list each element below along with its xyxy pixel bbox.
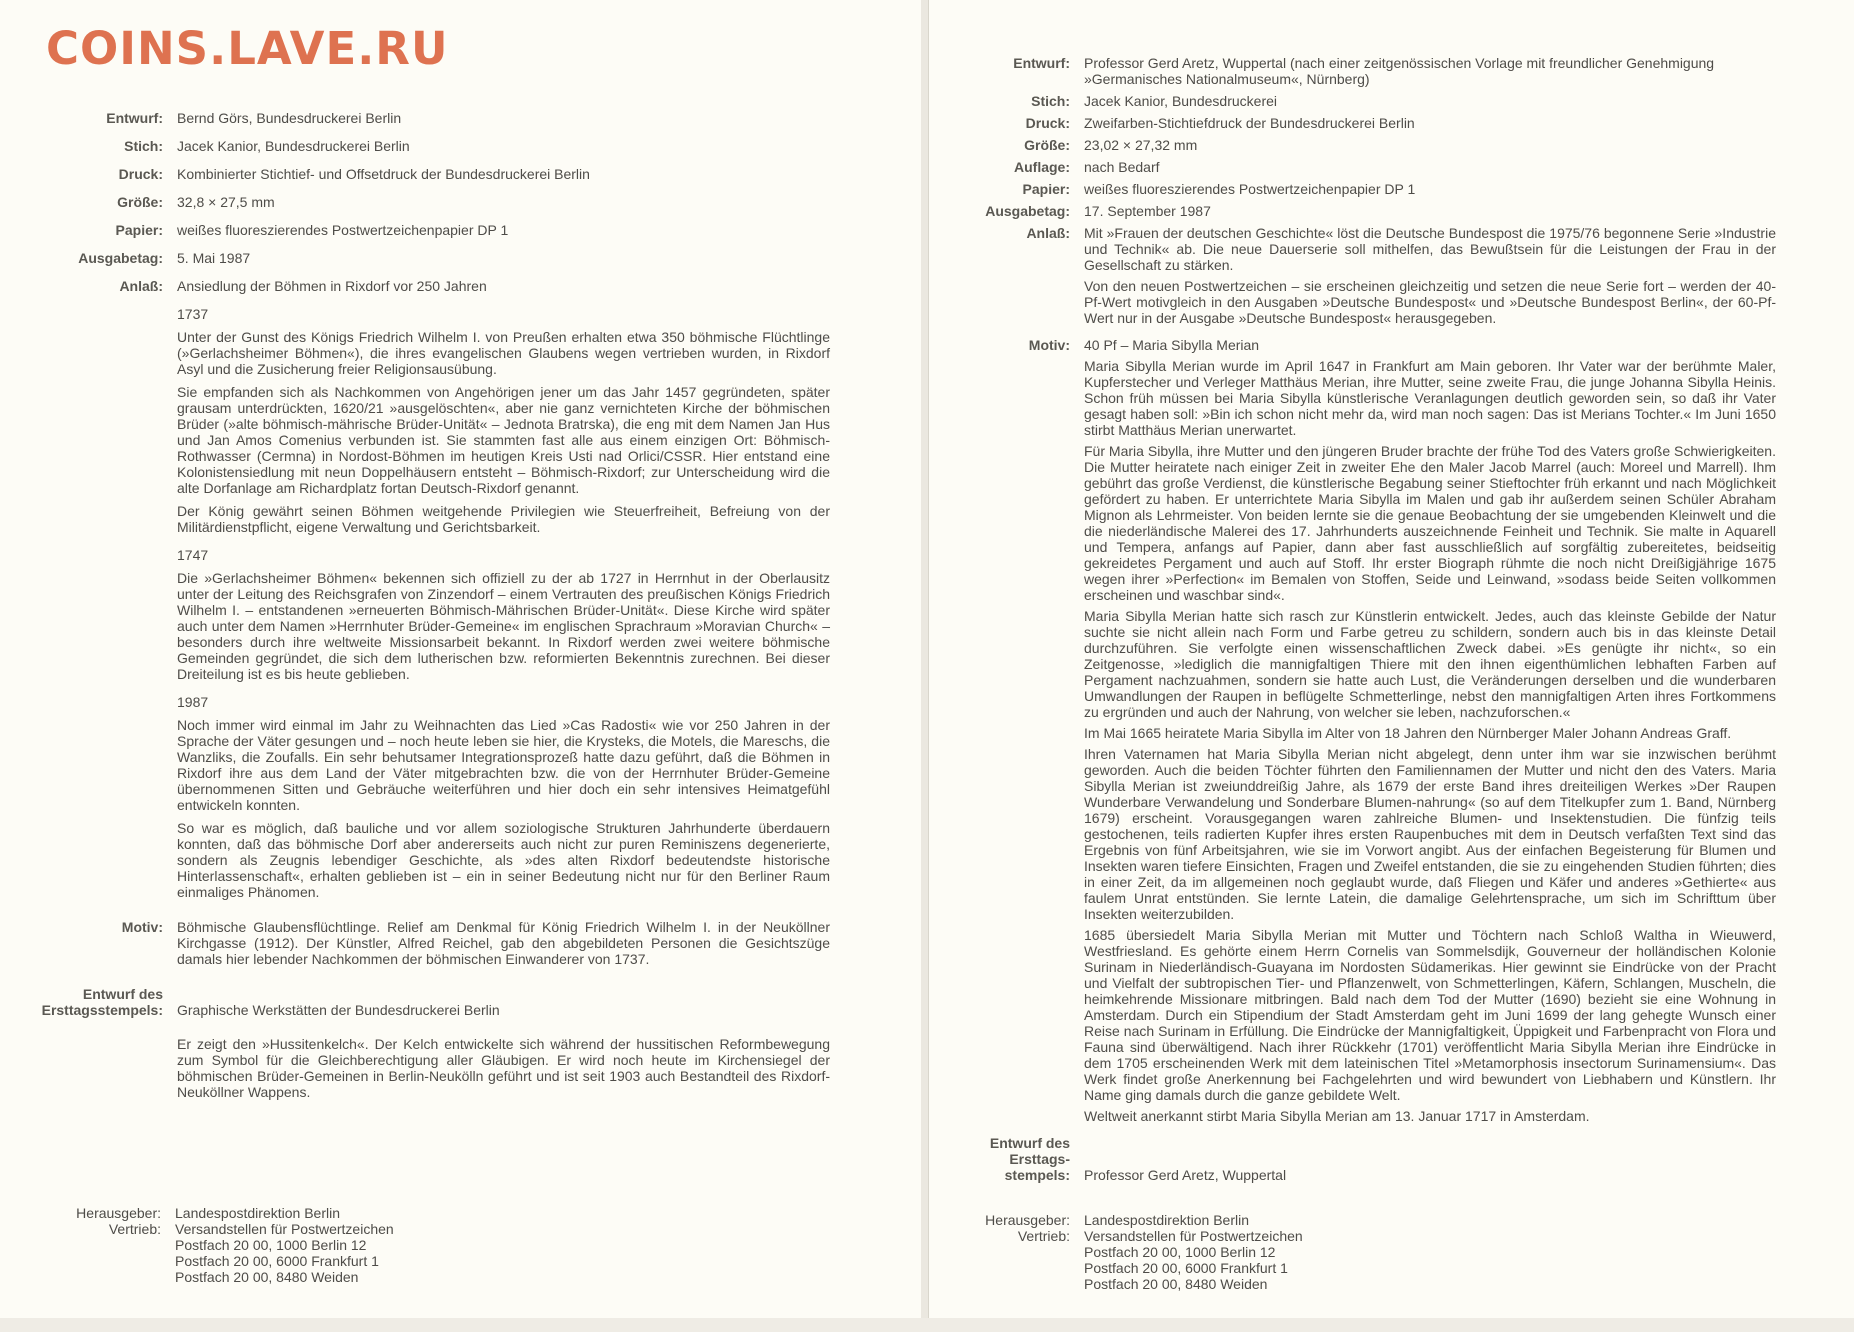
- distribution-label: Vertrieb:: [1017, 1228, 1070, 1244]
- field-value: [177, 919, 830, 974]
- field-groesse: [0, 194, 830, 210]
- field-label: Ausgabetag:: [985, 203, 1070, 219]
- field-value: nach Bedarf: [1084, 159, 1160, 175]
- field-ersttagsstempel: [0, 986, 830, 1107]
- field-label: Stich:: [124, 138, 163, 154]
- field-stich: [0, 138, 830, 154]
- distribution-value: [175, 1221, 700, 1285]
- field-value: [177, 986, 830, 1107]
- field-anlass: [0, 278, 830, 907]
- distribution-row: [0, 1221, 700, 1285]
- field-label: Auflage:: [1014, 159, 1070, 175]
- right-stamp-details: [928, 55, 1776, 1194]
- history-paragraph: Sie empfanden sich als Nachkommen von Angehörigen jener um das Jahr 1457 gegründeten, später grausam unterdrückten, 1620/21 »ausgelöschten«, aber nie ganz vernichteten Kirche der böhmischen Brüder (»alte böhmisch-mährische Brüder-Unität« – Jednota Bratrska), die eng mit dem Namen Jan Hus und Jan Amos Comenius verbunden ist. Sie stammten fast alle aus einem einzigen Ort: Böhmisch-Rothwasser (Cermna) in Nordost-Böhmen im heutigen Kreis Usti nad Orlici/CSSR. Hier entstand eine Kolonistensiedlung mit neun Doppelhäusern entsteht – Böhmisch-Rixdorf; zur Unterscheidung wird die alte Dorfanlage am Richardplatz fortan Deutsch-Rixdorf genannt.: [177, 384, 830, 496]
- field-value: Kombinierter Stichtief- und Offsetdruck der Bundesdruckerei Berlin: [177, 166, 590, 182]
- field-value: weißes fluoreszierendes Postwertzeichenpapier DP 1: [177, 222, 509, 238]
- field-label: Papier:: [1022, 181, 1070, 197]
- publisher-row: [0, 1205, 700, 1221]
- left-publisher-block: [0, 1205, 700, 1285]
- motiv-text: Böhmische Glaubensflüchtlinge. Relief am Denkmal für König Friedrich Wilhelm I. in der Neuköllner Kirchgasse (1912). Der Künstler, Alfred Reichel, gab den abgebildeten Personen die Gesichtszüge damals hier lebender Nachkommen der böhmischen Einwanderer von 1737.: [177, 919, 830, 967]
- field-value: Jacek Kanior, Bundesdruckerei Berlin: [177, 138, 410, 154]
- field-label: Entwurf:: [1013, 55, 1070, 71]
- distribution-label: Vertrieb:: [108, 1221, 161, 1237]
- field-value: Bernd Görs, Bundesdruckerei Berlin: [177, 110, 402, 126]
- field-druck: [0, 166, 830, 182]
- field-label: Ausgabetag:: [78, 250, 163, 266]
- field-label: Anlaß:: [119, 278, 163, 294]
- field-value: [1084, 225, 1776, 331]
- history-paragraph: Unter der Gunst des Königs Friedrich Wilhelm I. von Preußen erhalten etwa 350 böhmische Flüchtlinge (»Gerlachsheimer Böhmen«), die ihres evangelischen Glaubens wegen vertrieben wurden, in Rixdorf Asyl und die Zusicherung freier Religionsausübung.: [177, 329, 830, 377]
- publisher-label: Herausgeber:: [985, 1212, 1070, 1228]
- field-value: Professor Gerd Aretz, Wuppertal (nach einer zeitgenössischen Vorlage mit freundlicher Genehmigung »Germanisches Nationalmuseum«, Nürnberg): [1084, 55, 1715, 87]
- label-line: Entwurf des: [82, 986, 163, 1002]
- field-entwurf: [928, 55, 1776, 87]
- field-value: Jacek Kanior, Bundesdruckerei: [1084, 93, 1277, 109]
- field-groesse: [928, 137, 1776, 153]
- biography-paragraph: Maria Sibylla Merian wurde im April 1647 in Frankfurt am Main geboren. Ihr Vater war der berühmte Maler, Kupferstecher und Verleger Matthäus Merian, ihre Mutter, seine zweite Frau, die junge Johanna Sibylla Heinis. Schon früh müssen bei Maria Sibylla künstlerische Veranlagungen deutlich geworden sein, so daß ihr Vater gesagt haben soll: »Bin ich schon nicht mehr da, wird man noch sagen: Das ist Merians Tochter.« Im Juni 1650 stirbt Matthäus Merian unerwartet.: [1084, 358, 1776, 438]
- field-papier: [0, 222, 830, 238]
- publisher-value: Landespostdirektion Berlin: [1084, 1212, 1249, 1228]
- field-label: [928, 1135, 1084, 1183]
- anlass-paragraph: Mit »Frauen der deutschen Geschichte« löst die Deutsche Bundespost die 1975/76 begonnene Serie »Industrie und Technik« ab. Die neue Dauerserie soll mithelfen, das Bewußtsein für die Leistungen der Frau in der Gesellschaft zu stärken.: [1084, 225, 1776, 273]
- history-year: 1737: [177, 306, 209, 322]
- field-papier: [928, 181, 1776, 197]
- field-value: 5. Mai 1987: [177, 250, 251, 266]
- field-ersttagsstempel: [928, 1135, 1776, 1188]
- publisher-row: [928, 1212, 1628, 1228]
- label-line: stempels:: [1004, 1167, 1070, 1183]
- biography-paragraph: 1685 übersiedelt Maria Sibylla Merian mit Mutter und Töchtern nach Schloß Waltha in Wieuwerd, Westfriesland. Es gehörte einem Herrn Cornelis van Sommelsdijk, Gouverneur der holländischen Kolonie Surinam in Niederländisch-Guayana im Nordosten Südamerikas. Hier gewinnt sie Eindrücke von der Pracht und Vielfalt der subtropischen Tier- und Pflanzenwelt, von Schmetterlingen, Käfern, Schlangen, Muscheln, die heimkehrende Missionare mitbringen. Bald nach dem Tod der Mutter (1690) bezieht sie eine Wohnung in Amsterdam. Durch ein Stipendium der Stadt Amsterdam geht im Juni 1699 der lang gehegte Wunsch einer Reise nach Surinam in Erfüllung. Die Eindrücke der Mannigfaltigkeit, Üppigkeit und Farbenpracht von Flora und Fauna sind überwältigend. Nach ihrer Rückkehr (1701) veröffentlicht Maria Sibylla Merian ihre Eindrücke in dem 1705 erscheinenden Werk mit dem lateinischen Titel »Metamorphosis insectorum Surinamensium«. Das Werk findet große Anerkennung bei Fachgelehrten und wird bewundert von Liebhabern und Künstlern. Ihr Name ging damals durch die ganze gebildete Welt.: [1084, 927, 1776, 1103]
- address-line: Versandstellen für Postwertzeichen: [1084, 1228, 1303, 1244]
- field-anlass: [928, 225, 1776, 331]
- label-line: Entwurf des: [989, 1135, 1070, 1151]
- biography-paragraph: Für Maria Sibylla, ihre Mutter und den jüngeren Bruder brachte der frühe Tod des Vaters große Schwierigkeiten. Die Mutter heiratete nach einiger Zeit in zweiter Ehe den Maler Jacob Marrel (auch: Moreel und Marrell). Ihm gebührt das große Verdienst, die künstlerische Begabung seiner Stieftochter früh erkannt und nach Möglichkeit gefördert zu haben. Er unterrichtete Maria Sibylla im Malen und gab ihr außerdem seinen Schüler Abraham Mignon als Lehrmeister. Von beiden lernte sie die genaue Beobachtung der sie umgebenden Kleinwelt und die die niederländische Malerei des 17. Jahrhunderts auszeichnende Feinheit und Technik. Sie malte in Aquarell und Tempera, anfangs auf Papier, dann aber fast ausschließlich auf sorgfältig zubereitetes, beidseitig gekreidetes Pergament und auch auf Stoff. Ihr erster Biograph rühmte die noch nicht Dreißigjährige 1675 wegen ihrer »Perfection« im Bemalen von Stoffen, Seide und Leinwand, »sodass beide Seiten vollkommen erscheinen und waschbar sind«.: [1084, 443, 1776, 603]
- anlass-paragraph: Von den neuen Postwertzeichen – sie erscheinen gleichzeitig und setzen die neue Serie fort – werden der 40-Pf-Wert motivgleich in den Ausgaben »Deutsche Bundespost« und »Deutsche Bundespost Berlin«, der 60-Pf-Wert nur in der Ausgabe »Deutsche Bundespost« herausgegeben.: [1084, 278, 1776, 326]
- biography-paragraph: Im Mai 1665 heiratete Maria Sibylla im Alter von 18 Jahren den Nürnberger Maler Johann Andreas Graff.: [1084, 725, 1732, 741]
- field-label: Druck:: [118, 166, 163, 182]
- history-paragraph: So war es möglich, daß bauliche und vor allem soziologische Strukturen Jahrhunderte überdauern konnten, daß das böhmische Dorf aber andererseits auch nicht zur puren Reminiszens degenerierte, sondern als Zeugnis lebendiger Geschichte, als »des alten Rixdorf bedeutendste historische Hinterlassenschaft«, erhalten geblieben ist – ein in seiner Bedeutung nicht nur für den Berliner Raum einmaliges Phänomen.: [177, 820, 830, 900]
- address-line: Postfach 20 00, 1000 Berlin 12: [175, 1237, 367, 1253]
- address-line: Postfach 20 00, 1000 Berlin 12: [1084, 1244, 1276, 1260]
- field-label: Anlaß:: [1026, 225, 1070, 241]
- label-line: Ersttags-: [1009, 1151, 1070, 1167]
- field-value: [177, 278, 830, 907]
- field-label: Druck:: [1025, 115, 1070, 131]
- field-ausgabetag: [0, 250, 830, 266]
- field-value: 17. September 1987: [1084, 203, 1211, 219]
- left-stamp-details: [0, 110, 830, 1119]
- history-year: 1987: [177, 694, 209, 710]
- field-motiv: [928, 337, 1776, 1129]
- field-stich: [928, 93, 1776, 109]
- history-paragraph: Der König gewährt seinen Böhmen weitgehende Privilegien wie Steuerfreiheit, Befreiung von der Militärdienstpflicht, eigene Verwaltung und Gerichtsbarkeit.: [177, 503, 830, 535]
- field-motiv: [0, 919, 830, 974]
- address-line: Versandstellen für Postwertzeichen: [175, 1221, 394, 1237]
- stempel-note: Er zeigt den »Hussitenkelch«. Der Kelch entwickelte sich während der hussitischen Reformbewegung zum Symbol für die Gleichberechtigung aller Gläubigen. Er wird noch heute im Kirchensiegel der böhmischen Brüder-Gemeinen in Berlin-Neukölln geführt und ist seit 1903 auch Bestandteil des Rixdorf-Neuköllner Wappens.: [177, 1036, 830, 1100]
- address-line: Postfach 20 00, 6000 Frankfurt 1: [1084, 1260, 1288, 1276]
- field-ausgabetag: [928, 203, 1776, 219]
- right-publisher-block: [928, 1212, 1628, 1292]
- field-entwurf: [0, 110, 830, 126]
- field-label: Entwurf:: [106, 110, 163, 126]
- publisher-value: Landespostdirektion Berlin: [175, 1205, 340, 1221]
- field-druck: [928, 115, 1776, 131]
- stempel-value: Graphische Werkstätten der Bundesdruckerei Berlin: [177, 1002, 500, 1018]
- field-label: [0, 986, 177, 1018]
- field-value: weißes fluoreszierendes Postwertzeichenpapier DP 1: [1084, 181, 1416, 197]
- field-value: 23,02 × 27,32 mm: [1084, 137, 1198, 153]
- history-year: 1747: [177, 547, 209, 563]
- field-value: [1084, 337, 1776, 1129]
- field-value: 32,8 × 27,5 mm: [177, 194, 275, 210]
- field-label: Motiv:: [1028, 337, 1070, 353]
- biography-paragraph: Maria Sibylla Merian hatte sich rasch zur Künstlerin entwickelt. Jedes, auch das kleinste Gebilde der Natur suchte sie nicht allein nach Form und Farbe getreu zu schildern, sondern auch bis in das kleinste Detail durchzuführen. Sie verfolgte einen wissenschaftlichen Zweck dabei. »Es genügte ihr nicht«, so ein Zeitgenosse, »lediglich die mannigfaltigen Thiere mit den ihnen eigenthümlichen lebhaften Farben auf Pergament nachzuahmen, sondern sie hatte auch Lust, die Veränderungen derselben und die wunderbaren Umwandlungen der Raupen in beflügelte Schmetterlinge, nebst den mannigfaltigen Arten ihres Fortkommens zu ergründen und auch der Nahrung, von welcher sie leben, nachzuforschen.«: [1084, 608, 1776, 720]
- sheet-gap: [921, 0, 928, 1332]
- history-paragraph: Noch immer wird einmal im Jahr zu Weihnachten das Lied »Cas Radosti« wie vor 250 Jahren in der Sprache der Väter gesungen und – noch heute leben sie hier, die Krysteks, die Motels, die Mareschs, die Wanzliks, die Zoufalls. Ein sehr behutsamer Integrationsprozeß hatte dazu geführt, daß die Böhmen in Rixdorf ihre aus dem Land der Väter mitgebrachten bzw. die von der Herrnhuter Brüder-Gemeine übernommenen Sitten und Gebräuche weiterführen und hier doch ein sehr intensives Heimatgefühl entwickeln konnten.: [177, 717, 830, 813]
- field-label: Größe:: [1024, 137, 1070, 153]
- field-value: [1084, 1135, 1776, 1188]
- field-label: Motiv:: [121, 919, 163, 935]
- publisher-label: Herausgeber:: [76, 1205, 161, 1221]
- scan-bottom-edge: [0, 1318, 1854, 1332]
- field-auflage: [928, 159, 1776, 175]
- anlass-text: Ansiedlung der Böhmen in Rixdorf vor 250 Jahren: [177, 278, 487, 294]
- biography-paragraph: Weltweit anerkannt stirbt Maria Sibylla Merian am 13. Januar 1717 in Amsterdam.: [1084, 1108, 1590, 1124]
- distribution-row: [928, 1228, 1628, 1292]
- field-label: Größe:: [117, 194, 163, 210]
- distribution-value: [1084, 1228, 1628, 1292]
- field-label: Papier:: [115, 222, 163, 238]
- biography-paragraph: Ihren Vaternamen hat Maria Sibylla Merian nicht abgelegt, denn unter ihm war sie inzwischen berühmt geworden. Auch die beiden Töchter führten den Familiennamen der Mutter und nicht den des Vaters. Maria Sibylla Merian ist zweiunddreißig Jahre, als 1679 der erste Band ihres dreiteiligen Werkes »Der Raupen Wunderbare Verwandelung und Sonderbare Blumen-nahrung« (so auf dem Titelkupfer zum 1. Band, Nürnberg 1679) erscheint. Vorausgegangen waren zahlreiche Blumen- und Insektenstudien. Die fünfzig teils gestochenen, teils radierten Kupfer ihres ersten Raupenbuches mit dem in Deutsch verfaßten Text sind das Ergebnis von fünf Arbeitsjahren, wie sie im Vorwort angibt. Aus der einfachen Begeisterung für Blumen und Insekten waren tiefere Einsichten, Fragen und Zweifel entstanden, die sie zu eingehenden Studien führten; dies in einer Zeit, da im allgemeinen noch geglaubt wurde, daß Fliegen und Käfer und anderes »Gethierte« aus faulem Unrat entstünden. Sie lernte Latein, die damalige Gelehrtensprache, um sich im Schrifttum über Insekten weiterzubilden.: [1084, 746, 1776, 922]
- address-line: Postfach 20 00, 8480 Weiden: [175, 1269, 359, 1285]
- motiv-title: 40 Pf – Maria Sibylla Merian: [1084, 337, 1260, 353]
- address-line: Postfach 20 00, 8480 Weiden: [1084, 1276, 1268, 1292]
- stempel-value: Professor Gerd Aretz, Wuppertal: [1084, 1167, 1287, 1183]
- address-line: Postfach 20 00, 6000 Frankfurt 1: [175, 1253, 379, 1269]
- label-line: Ersttagsstempels:: [41, 1002, 163, 1018]
- history-paragraph: Die »Gerlachsheimer Böhmen« bekennen sich offiziell zu der ab 1727 in Herrnhut in der Oberlausitz unter der Leitung des Reichsgrafen von Zinzendorf – einem Vertrauten des preußischen Königs Friedrich Wilhelm I. – entstandenen »erneuerten Böhmisch-Mährischen Brüder-Unität«. Diese Kirche wird später auch unter dem Namen »Herrnhuter Brüder-Gemeine« im englischen Sprachraum »Moravian Church« – besonders durch ihre weltweite Missionsarbeit bekannt. In Rixdorf werden zwei weitere böhmische Gemeinden gegründet, die sich dem lutherischen bzw. reformierten Bekenntnis zurechnen. Bei dieser Dreiteilung ist es bis heute geblieben.: [177, 570, 830, 682]
- field-value: Zweifarben-Stichtiefdruck der Bundesdruckerei Berlin: [1084, 115, 1415, 131]
- watermark: COINS.LAVE.RU: [46, 22, 449, 75]
- field-label: Stich:: [1031, 93, 1070, 109]
